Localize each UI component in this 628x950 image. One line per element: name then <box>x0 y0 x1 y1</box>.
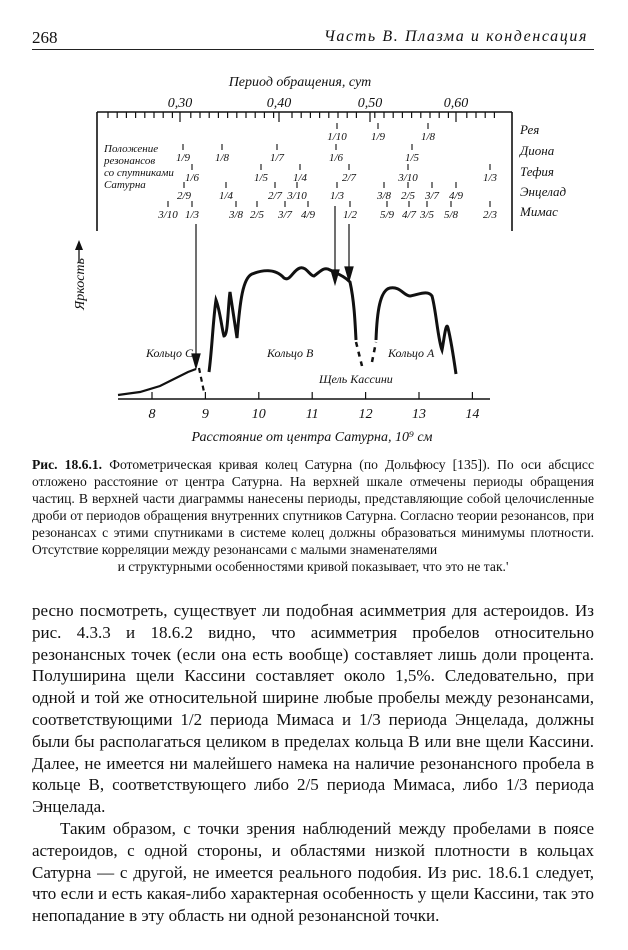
resonance-fraction-enceladus: 3/7 <box>424 190 440 202</box>
paragraph: ресно посмотреть, существует ли подобная асимметрия для астероидов. Из рис. 4.3.3 и 18.6.2 видно, что асимметрия пробелов относительно резонансных точек (если она есть вообще) составляет лишь доли процента. Полуширина щели Кассини составляет около 1,5%. Следовательно, при одной и той же относительной ширине любые пробелы между резонансами, соответствующими 1/2 периода Мимаса и 1/3 периода Энцелада, должны были бы располагаться целиком в пределах кольца В или вне щели Кассини. Далее, не имеется ни малейшего намека на наличие резонансного пробела в кольце В, соответствующего либо 2/5 периода Мимаса, либо 1/3 периода Энцелада. <box>32 601 594 817</box>
brightness-curve-ring-a <box>376 288 456 374</box>
resonance-fraction-mimas: 3/10 <box>158 209 178 221</box>
running-title: Часть В. Плазма и конденсация <box>323 28 588 45</box>
moon-label-rhea: Рея <box>520 122 540 137</box>
x-tick-label: 11 <box>305 407 319 422</box>
caption-last-line: и структурными особенностями кривой показывает, что это не так. <box>117 559 506 574</box>
brightness-curve-ring-c <box>118 369 196 395</box>
resonance-fraction-rhea: 1/10 <box>327 131 347 143</box>
moon-label-mimas: Мимас <box>520 204 558 219</box>
header-rule <box>32 49 594 50</box>
resonance-fraction-dione: 1/5 <box>404 152 420 164</box>
resonance-fraction-tethys: 1/4 <box>292 172 308 184</box>
resonance-fraction-dione: 1/7 <box>269 152 285 164</box>
resonance-box-label: Положение резонансов со спутниками Сатурна <box>104 143 174 191</box>
moon-label-tethys: Тефия <box>520 164 554 179</box>
resonance-arrows <box>192 206 353 368</box>
moon-label-dione: Диона <box>520 143 555 158</box>
resonance-fraction-mimas: 3/5 <box>419 209 435 221</box>
top-axis-title: Период обращения, сут <box>228 75 372 90</box>
caption-trailing-mark: ' <box>505 559 509 574</box>
resonance-marks <box>157 123 497 221</box>
resonance-fraction-tethys: 3/10 <box>398 172 418 184</box>
top-tick-label: 0,60 <box>443 96 469 111</box>
x-tick-label: 14 <box>465 407 480 422</box>
resonance-fraction-enceladus: 1/3 <box>329 190 345 202</box>
resonance-fraction-mimas: 4/9 <box>300 209 316 221</box>
caption-text: Фотометрическая кривая колец Сатурна (по Дольфюсу [135]). По оси абсцисс отложено расстояние от центра Сатурна. На верхней шкале отмечены периоды обращения частиц. В верхней части диаграммы нанесены периоды, представляющие собой целочисленные дроби от периодов обращения внутренних спутников Сатурна. Согласно теории резонансов, при резонансах с этими спутниками в системе колец должны образоваться минимумы плотности. Отсутствие корреляции между резонансами с малыми знаменателями <box>32 457 594 557</box>
resonance-fraction-mimas: 4/7 <box>401 209 417 221</box>
resonance-fraction-enceladus: 3/10 <box>287 190 307 202</box>
top-tick-label: 0,40 <box>266 96 292 111</box>
ring-photometry-figure <box>0 60 628 450</box>
x-tick-label: 10 <box>251 407 266 422</box>
resonance-fraction-tethys: 1/6 <box>184 172 200 184</box>
resonance-fraction-tethys: 1/3 <box>482 172 498 184</box>
resonance-fraction-dione: 1/8 <box>214 152 230 164</box>
y-axis-label: Яркость <box>73 258 88 310</box>
resonance-fraction-enceladus: 1/4 <box>218 190 234 202</box>
resonance-fraction-rhea: 1/8 <box>420 131 436 143</box>
ring-c-label: Кольцо С <box>146 346 194 360</box>
top-tick-label: 0,50 <box>357 96 383 111</box>
resonance-fraction-mimas: 3/7 <box>277 209 293 221</box>
caption-label: Рис. 18.6.1. <box>32 457 103 472</box>
resonance-fraction-rhea: 1/9 <box>370 131 386 143</box>
brightness-curve-cassini-dashes <box>356 342 362 366</box>
resonance-fraction-enceladus: 2/5 <box>400 190 416 202</box>
page-header <box>0 28 628 50</box>
resonance-fraction-dione: 1/9 <box>175 152 191 164</box>
resonance-fraction-mimas: 5/8 <box>443 209 459 221</box>
resonance-fraction-mimas: 3/8 <box>228 209 244 221</box>
resonance-fraction-mimas: 1/3 <box>184 209 200 221</box>
figure-caption <box>32 456 594 575</box>
top-tick-label: 0,30 <box>167 96 193 111</box>
ring-a-label: Кольцо А <box>388 346 435 360</box>
cassini-division-label: Щель Кассини <box>319 372 393 386</box>
x-tick-label: 12 <box>358 407 373 422</box>
page-number: 268 <box>32 28 58 47</box>
y-axis-arrowhead <box>75 240 83 250</box>
resonance-fraction-dione: 1/6 <box>328 152 344 164</box>
x-tick-label: 13 <box>412 407 426 422</box>
brightness-curve-ring-a-dashes <box>372 342 376 362</box>
body-text <box>32 600 594 927</box>
ring-b-label: Кольцо В <box>267 346 314 360</box>
x-tick-label: 8 <box>148 407 156 422</box>
x-axis-ticks <box>149 392 480 422</box>
top-axis-ticks <box>108 112 494 122</box>
x-tick-label: 9 <box>201 407 209 422</box>
moon-label-enceladus: Энцелад <box>520 184 567 199</box>
resonance-fraction-enceladus: 3/8 <box>376 190 392 202</box>
brightness-curve-ring-c-dashes <box>199 368 204 392</box>
resonance-fraction-tethys: 2/7 <box>341 172 357 184</box>
resonance-fraction-mimas: 2/3 <box>482 209 498 221</box>
resonance-fraction-tethys: 1/5 <box>253 172 269 184</box>
resonance-fraction-enceladus: 2/9 <box>176 190 192 202</box>
resonance-fraction-mimas: 1/2 <box>342 209 358 221</box>
resonance-fraction-enceladus: 2/7 <box>267 190 283 202</box>
x-axis-title: Расстояние от центра Сатурна, 10⁹ см <box>191 430 433 445</box>
paragraph: Таким образом, с точки зрения наблюдений между пробелами в поясе астероидов, с одной стороны, и областями низкой плотности в кольцах Сатурна — с другой, не имеется реального подобия. Из рис. 18.6.1 следует, что если и есть какая-либо характерная особенность у щели Кассини, так это непопадание в эту область ни одной резонансной точки. <box>32 818 594 926</box>
resonance-fraction-mimas: 5/9 <box>379 209 395 221</box>
resonance-fraction-enceladus: 4/9 <box>448 190 464 202</box>
resonance-fraction-mimas: 2/5 <box>249 209 265 221</box>
